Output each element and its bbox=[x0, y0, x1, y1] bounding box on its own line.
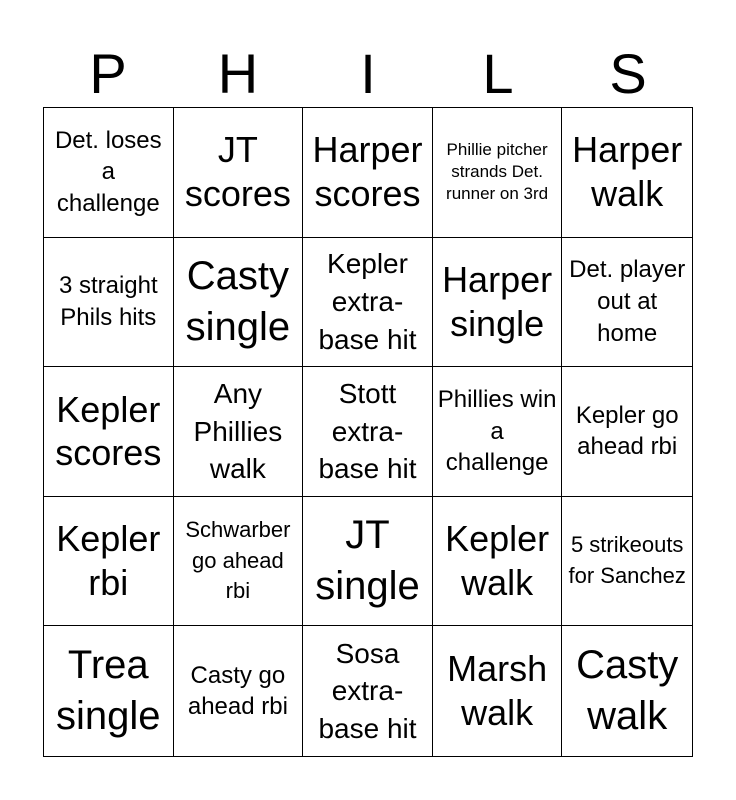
bingo-cell[interactable] bbox=[303, 497, 433, 627]
bingo-cell[interactable] bbox=[433, 497, 563, 627]
bingo-cell-label: Phillie pitcher strands Det. runner on 3rd bbox=[446, 140, 549, 204]
bingo-cell[interactable] bbox=[44, 108, 174, 238]
bingo-cell[interactable] bbox=[562, 108, 692, 238]
bingo-cell[interactable] bbox=[174, 108, 304, 238]
bingo-cell-label: Schwarber go ahead rbi bbox=[185, 516, 291, 604]
bingo-cell[interactable] bbox=[174, 497, 304, 627]
bingo-cell-label: Det. player out at home bbox=[569, 256, 686, 347]
bingo-cell-label: Any Phillies walk bbox=[193, 377, 283, 485]
bingo-cell[interactable] bbox=[174, 367, 304, 497]
bingo-cell[interactable] bbox=[303, 238, 433, 368]
bingo-cell-label: Det. loses a challenge bbox=[54, 126, 162, 218]
bingo-cell[interactable] bbox=[562, 626, 692, 756]
bingo-cell-label: Kepler extra-base hit bbox=[318, 248, 417, 355]
bingo-cell-label: Casty single bbox=[185, 253, 291, 349]
bingo-cell[interactable] bbox=[303, 367, 433, 497]
bingo-cell[interactable] bbox=[433, 108, 563, 238]
bingo-cell[interactable] bbox=[174, 238, 304, 368]
bingo-cell-label: Sosa extra-base hit bbox=[318, 637, 417, 745]
bingo-cell-label: JT scores bbox=[184, 129, 291, 215]
bingo-cell-label: Kepler go ahead rbi bbox=[575, 401, 679, 461]
bingo-cell[interactable] bbox=[562, 367, 692, 497]
bingo-cell-label: 3 straight Phils hits bbox=[58, 272, 158, 331]
bingo-cell-label: Phillies win a challenge bbox=[437, 385, 557, 477]
bingo-card-grid bbox=[43, 107, 693, 757]
bingo-cell[interactable] bbox=[44, 238, 174, 368]
bingo-cell[interactable] bbox=[433, 238, 563, 368]
bingo-cell[interactable] bbox=[44, 626, 174, 756]
bingo-cell-label: 5 strikeouts for Sanchez bbox=[568, 532, 686, 589]
bingo-cell-label: Harper scores bbox=[312, 129, 423, 215]
bingo-cell[interactable] bbox=[44, 497, 174, 627]
bingo-cell-label: Kepler walk bbox=[445, 518, 550, 604]
bingo-cell[interactable] bbox=[562, 497, 692, 627]
bingo-cell-label: Marsh walk bbox=[447, 648, 548, 734]
bingo-cell-label: Trea single bbox=[56, 643, 161, 739]
bingo-header bbox=[43, 40, 693, 108]
bingo-cell-label: Harper walk bbox=[572, 129, 683, 215]
bingo-cell[interactable] bbox=[174, 626, 304, 756]
bingo-cell-label: Harper single bbox=[442, 258, 553, 344]
header-letter-h: H bbox=[217, 42, 259, 105]
header-letter-l: L bbox=[482, 42, 514, 105]
bingo-cell[interactable] bbox=[303, 626, 433, 756]
bingo-cell[interactable] bbox=[562, 238, 692, 368]
bingo-cell[interactable] bbox=[433, 626, 563, 756]
header-letter-s: S bbox=[609, 42, 647, 105]
bingo-cell[interactable] bbox=[44, 367, 174, 497]
header-letter-p: P bbox=[89, 42, 127, 105]
bingo-cell-label: JT single bbox=[315, 512, 420, 609]
bingo-cell[interactable] bbox=[303, 108, 433, 238]
bingo-cell-label: Kepler rbi bbox=[56, 518, 161, 604]
bingo-cell-label: Stott extra-base hit bbox=[318, 377, 417, 485]
bingo-cell-label: Kepler scores bbox=[55, 388, 162, 474]
bingo-cell-label: Casty walk bbox=[576, 643, 679, 739]
bingo-cell-label: Casty go ahead rbi bbox=[187, 661, 288, 721]
header-letter-i: I bbox=[360, 42, 376, 105]
bingo-cell[interactable] bbox=[433, 367, 563, 497]
